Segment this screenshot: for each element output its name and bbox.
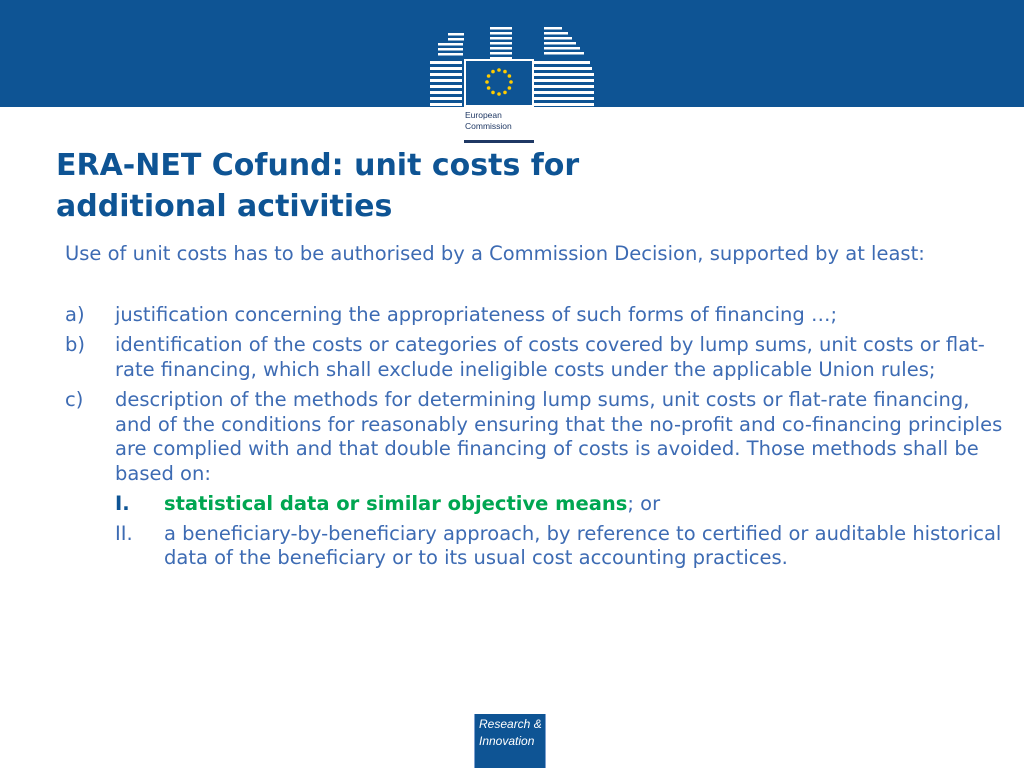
research-innovation-badge <box>474 714 546 768</box>
logo-caption <box>465 110 533 131</box>
sublist-marker: I. <box>115 492 130 515</box>
list-item-a <box>65 303 1010 328</box>
badge-line-2: Innovation <box>479 734 535 748</box>
sublist-item-rest: ; or <box>627 492 661 515</box>
sublist-item-text <box>164 492 1010 517</box>
sublist-item-2 <box>115 522 1010 571</box>
intro-text: Use of unit costs has to be authorised by a Commission Decision, supported by at least: <box>65 242 925 265</box>
list-item-body <box>115 388 1010 576</box>
list-item-text: description of the methods for determining lump sums, unit costs or flat-rate financing, and of the conditions for reasonably ensuring that the no-profit and co-financing principles are complied with and that double financing of costs is avoided. Those methods shall be based on: <box>115 388 1003 485</box>
list <box>65 303 1010 576</box>
list-marker: a) <box>65 302 85 326</box>
badge-line-1: Research & <box>479 717 542 731</box>
list-item-b <box>65 333 1010 382</box>
list-marker: c) <box>65 388 84 411</box>
highlight-text: statistical data or similar objective means <box>164 492 628 515</box>
list-item-text: identification of the costs or categories of costs covered by lump sums, unit costs or flat-rate financing, which shall exclude ineligible costs under the applicable Union rules; <box>115 333 985 381</box>
sublist-item-1 <box>115 492 1010 517</box>
list-item-text: justification concerning the appropriateness of such forms of financing …; <box>115 302 838 326</box>
list-marker: b) <box>65 333 85 356</box>
title-line-2: additional activities <box>56 189 393 224</box>
sublist-item-text: a beneficiary-by-beneficiary approach, by reference to certified or auditable historical data of the beneficiary or to its usual cost accounting practices. <box>164 521 1002 569</box>
slide-body <box>65 242 1010 582</box>
list-item-c <box>65 388 1010 576</box>
logo-text-line1: European <box>465 110 502 120</box>
sublist-marker: II. <box>115 521 133 545</box>
title-line-1: ERA-NET Cofund: unit costs for <box>56 148 580 183</box>
logo-text-line2: Commission <box>465 120 512 131</box>
slide-title <box>56 145 756 227</box>
sublist <box>115 492 1010 571</box>
